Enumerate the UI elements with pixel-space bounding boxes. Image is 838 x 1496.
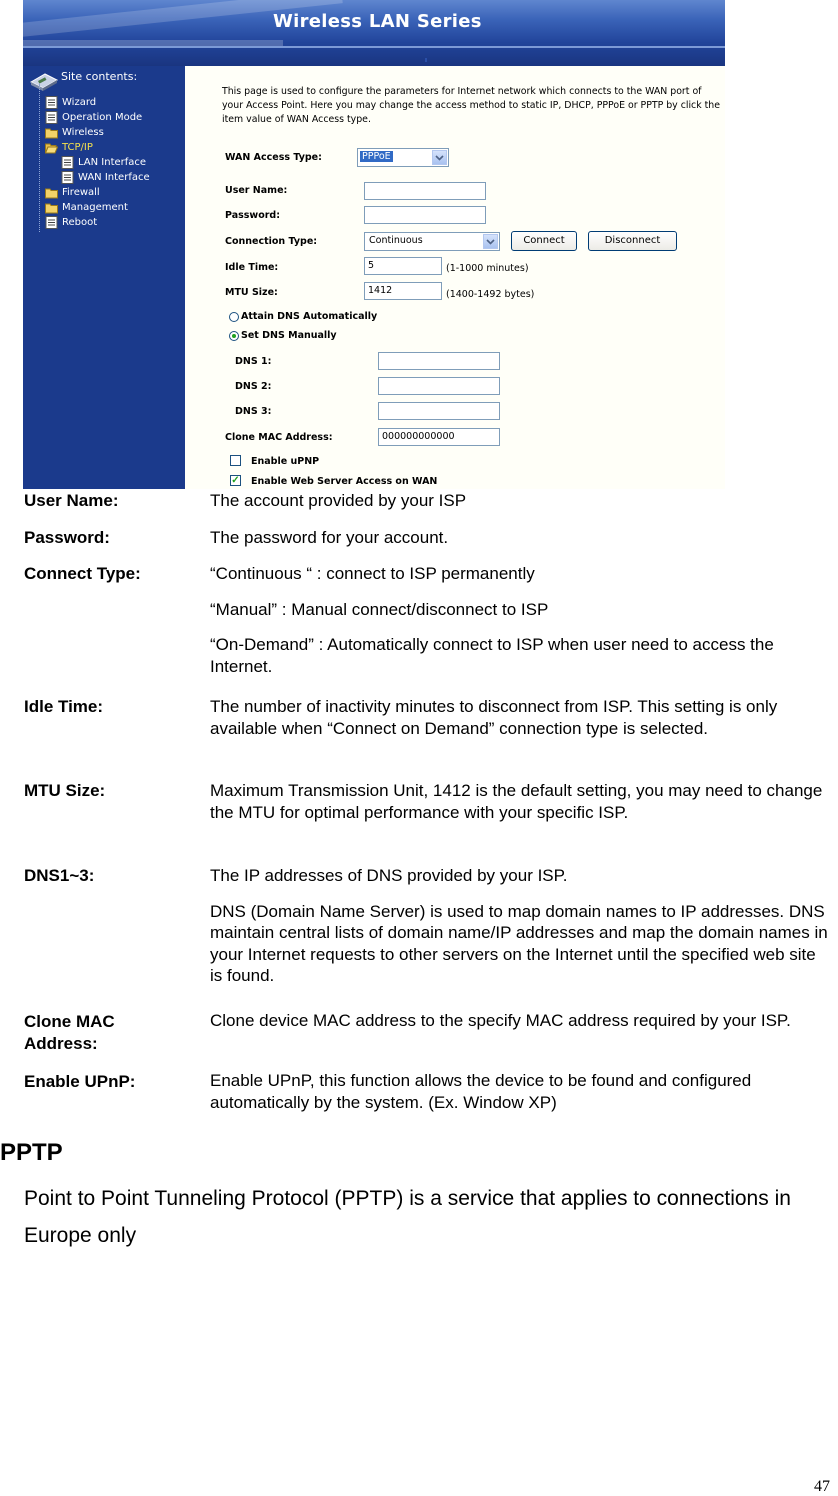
sidebar-item-label: Wizard — [62, 97, 97, 108]
desc-user-name: The account provided by your ISP — [210, 491, 467, 510]
router-screenshot — [23, 0, 725, 489]
desc-password: The password for your account. — [210, 528, 449, 547]
desc-mtu-size: Maximum Transmission Unit, 1412 is the default setting, you may need to change the MTU for optimal performance with your specific ISP. — [210, 781, 823, 822]
page-icon — [45, 96, 58, 109]
banner — [23, 0, 725, 66]
desc-idle-time: The number of inactivity minutes to disconnect from ISP. This setting is only available when “Connect on Demand” connection type is selected. — [210, 697, 778, 738]
wan-access-type-select[interactable]: PPPoE — [357, 148, 449, 167]
term-connect-type: Connect Type: — [24, 564, 141, 583]
sidebar-item-firewall[interactable] — [45, 185, 100, 200]
folder-icon — [45, 202, 58, 214]
wan-access-type-label: WAN Access Type: — [225, 152, 322, 163]
sidebar-item-label: Reboot — [62, 217, 98, 228]
sidebar-item-label: Operation Mode — [62, 112, 143, 123]
page-number: 47 — [814, 1478, 830, 1495]
sidebar-item-label: Wireless — [62, 127, 104, 138]
folder-icon — [45, 127, 58, 139]
clone-mac-label: Clone MAC Address: — [225, 432, 333, 443]
computer-icon — [29, 70, 59, 92]
sidebar-item-wireless[interactable] — [45, 125, 104, 140]
desc-clone-mac: Clone device MAC address to the specify MAC address required by your ISP. — [210, 1011, 791, 1030]
idle-time-label: Idle Time: — [225, 262, 279, 273]
term-clone-mac: Clone MAC Address: — [24, 1012, 115, 1053]
connect-button[interactable]: Connect — [511, 231, 577, 251]
disconnect-button[interactable]: Disconnect — [588, 231, 677, 251]
sidebar-item-label: TCP/IP — [62, 142, 93, 153]
page-icon — [61, 171, 74, 184]
dns2-input[interactable] — [378, 377, 500, 395]
desc-enable-upnp: Enable UPnP, this function allows the device to be found and configured automatically by the system. (Ex. Window XP) — [210, 1071, 752, 1112]
intro-text: This page is used to configure the parameters for Internet network which connects to the WAN port of your Access Point. Here you may change the access method to static IP, DHCP, PPPoE or PPTP by click the item value of WAN Access type. — [222, 86, 721, 125]
term-idle-time: Idle Time: — [24, 697, 104, 716]
wan-settings-panel — [185, 66, 725, 489]
idle-time-input[interactable]: 5 — [364, 257, 442, 275]
dns3-input[interactable] — [378, 402, 500, 420]
dns3-label: DNS 3: — [235, 406, 272, 417]
desc-dns: The IP addresses of DNS provided by your ISP. DNS (Domain Name Server) is used to map domain names to IP addresses. DNS maintain central lists of domain name/IP addresses and map the domain names in your Internet requests to other servers on the Internet until the specified web site is found. — [210, 866, 828, 985]
mtu-size-label: MTU Size: — [225, 287, 278, 298]
dns1-input[interactable] — [378, 352, 500, 370]
chevron-down-icon — [486, 239, 495, 245]
page-icon — [61, 156, 74, 169]
term-dns: DNS1~3: — [24, 866, 95, 885]
idle-time-note: (1-1000 minutes) — [446, 263, 529, 274]
enable-upnp-checkbox[interactable] — [230, 455, 241, 466]
sidebar-item-reboot[interactable] — [45, 215, 97, 230]
desc-connect-type: “Continuous “ : connect to ISP permanently “Manual” : Manual connect/disconnect to ISP “On-Demand” : Automatically connect to ISP when user need to access the Internet. — [210, 564, 774, 676]
sidebar-item-wizard[interactable] — [45, 95, 96, 110]
dns1-label: DNS 1: — [235, 356, 272, 367]
sidebar-item-label: Management — [62, 202, 128, 213]
enable-upnp-label: Enable uPNP — [251, 456, 320, 467]
attain-dns-radio[interactable] — [229, 312, 239, 322]
mtu-size-input[interactable]: 1412 — [364, 282, 442, 300]
password-input[interactable] — [364, 206, 486, 224]
clone-mac-input[interactable]: 000000000000 — [378, 428, 500, 446]
term-password: Password: — [24, 528, 110, 547]
page-icon — [45, 216, 58, 229]
banner-title: Wireless LAN Series — [273, 11, 482, 32]
folder-icon — [45, 187, 58, 199]
password-label: Password: — [225, 210, 281, 221]
attain-dns-label: Attain DNS Automatically — [241, 311, 378, 322]
page-icon — [45, 111, 58, 124]
enable-web-access-label: Enable Web Server Access on WAN — [251, 476, 438, 487]
connection-type-label: Connection Type: — [225, 236, 318, 247]
sidebar-item-label: LAN Interface — [78, 157, 147, 168]
user-name-input[interactable] — [364, 182, 486, 200]
sidebar-header: Site contents: — [61, 70, 138, 83]
set-dns-radio[interactable] — [229, 331, 239, 341]
sidebar — [23, 66, 185, 489]
term-mtu-size: MTU Size: — [24, 781, 106, 800]
connection-type-select[interactable]: Continuous — [364, 232, 500, 251]
sidebar-item-management[interactable] — [45, 200, 128, 215]
sidebar-item-tcpip[interactable] — [45, 140, 93, 155]
sidebar-item-label: WAN Interface — [78, 172, 150, 183]
section-heading: PPTP — [0, 1139, 63, 1166]
set-dns-label: Set DNS Manually — [241, 330, 337, 341]
term-user-name: User Name: — [24, 491, 119, 510]
section-paragraph: Point to Point Tunneling Protocol (PPTP) is a service that applies to connections in Europe only — [24, 1187, 791, 1247]
folder-open-icon — [45, 142, 58, 154]
enable-web-access-checkbox[interactable]: ✓ — [231, 475, 240, 486]
dns2-label: DNS 2: — [235, 381, 272, 392]
chevron-down-icon — [435, 155, 444, 161]
term-enable-upnp: Enable UPnP: — [24, 1072, 136, 1091]
sidebar-item-lan-interface[interactable] — [61, 155, 146, 170]
mtu-size-note: (1400-1492 bytes) — [446, 289, 535, 300]
user-name-label: User Name: — [225, 185, 288, 196]
sidebar-item-operation-mode[interactable] — [45, 110, 142, 125]
sidebar-item-wan-interface[interactable] — [61, 170, 150, 185]
sidebar-item-label: Firewall — [62, 187, 100, 198]
